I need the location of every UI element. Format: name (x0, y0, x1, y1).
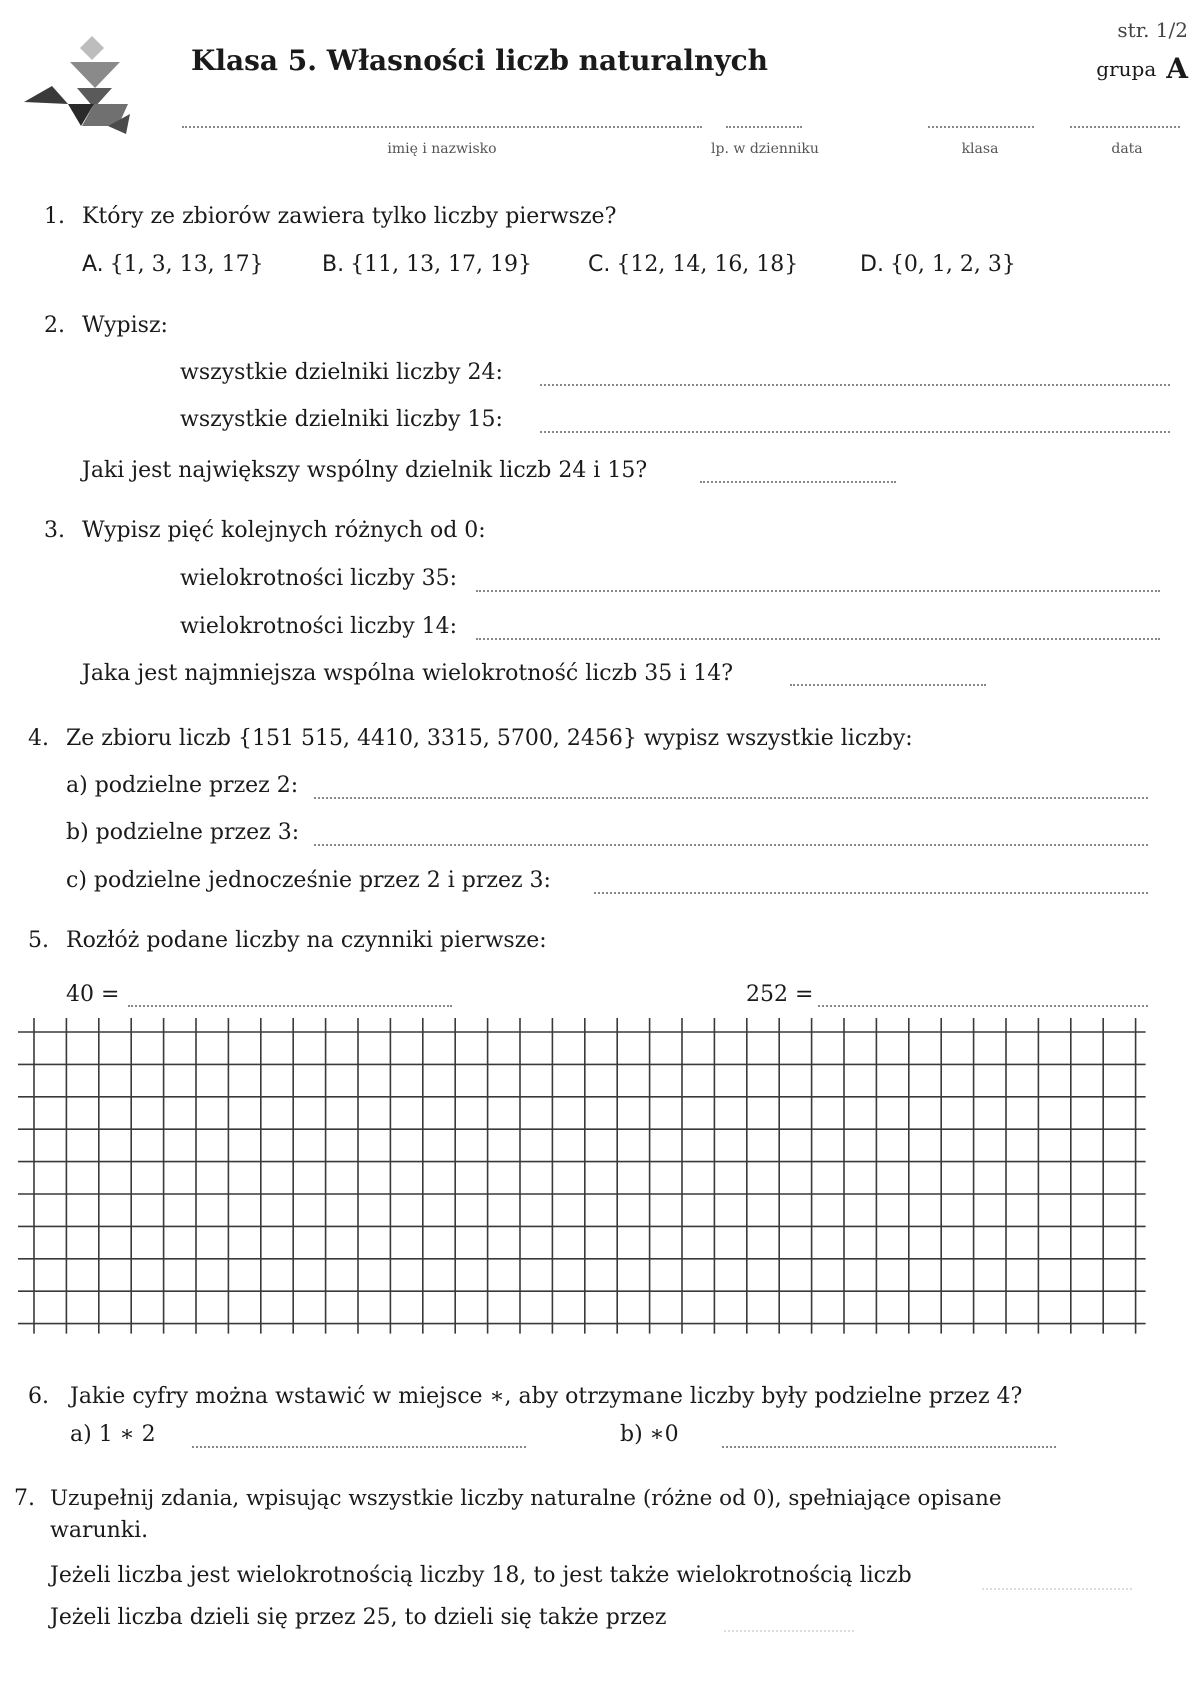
q3-line2-label: wielokrotności liczby 14: (180, 614, 458, 639)
page-number: str. 1/2 (1117, 18, 1188, 42)
q1-option-c[interactable] (588, 252, 798, 277)
q5-number: 5. (28, 928, 49, 953)
q5-left-answer[interactable] (128, 1005, 452, 1007)
class-caption: klasa (961, 141, 999, 157)
register-number-field[interactable] (726, 126, 802, 128)
q4-b-answer[interactable] (314, 844, 1148, 846)
q1-option-b[interactable] (322, 252, 532, 277)
q2-line2-answer[interactable] (540, 431, 1170, 433)
q1-number: 1. (44, 204, 65, 229)
q1-option-a-value: {1, 3, 13, 17} (109, 252, 264, 277)
q3-lcm-answer[interactable] (790, 684, 986, 686)
q3-line2-answer[interactable] (476, 638, 1160, 640)
q4-number: 4. (28, 726, 49, 751)
q6-b-label: b) ∗0 (620, 1422, 679, 1447)
q2-question: Jaki jest największy wspólny dzielnik liczb 24 i 15? (82, 458, 648, 483)
q3-line1-label: wielokrotności liczby 35: (180, 566, 458, 591)
q5-right-label: 252 = (746, 982, 814, 1007)
q2-line1-answer[interactable] (540, 384, 1170, 386)
group-label: grupa (1096, 57, 1157, 81)
q1-option-c-value: {12, 14, 16, 18} (616, 252, 799, 277)
group-indicator (1096, 52, 1188, 85)
name-caption: imię i nazwisko (387, 141, 497, 157)
q7-sentence2: Jeżeli liczba dzieli się przez 25, to dzieli się także przez (50, 1605, 667, 1630)
page-title: Klasa 5. Własności liczb naturalnych (191, 44, 769, 77)
date-caption: data (1111, 141, 1143, 157)
q3-text: Wypisz pięć kolejnych różnych od 0: (82, 518, 486, 543)
q4-c-label: c) podzielne jednocześnie przez 2 i przez 3: (66, 868, 551, 893)
q1-option-b-letter: B. (322, 252, 345, 277)
name-field[interactable] (182, 126, 702, 128)
q7-number: 7. (14, 1486, 35, 1511)
q3-line1-answer[interactable] (476, 590, 1160, 592)
q1-option-d[interactable] (860, 252, 1016, 277)
q7-sentence1-answer[interactable] (982, 1588, 1132, 1590)
q4-c-answer[interactable] (594, 892, 1148, 894)
q5-right-answer[interactable] (818, 1005, 1148, 1007)
q2-line1-label: wszystkie dzielniki liczby 24: (180, 360, 503, 385)
q2-number: 2. (44, 313, 65, 338)
q1-option-b-value: {11, 13, 17, 19} (350, 252, 533, 277)
q6-number: 6. (28, 1384, 49, 1409)
squared-work-grid[interactable] (18, 1018, 1154, 1340)
q7-text-line2: warunki. (50, 1518, 149, 1543)
q3-question: Jaka jest najmniejsza wspólna wielokrotność liczb 35 i 14? (82, 661, 734, 686)
register-caption: lp. w dzienniku (711, 141, 819, 157)
q2-gcd-answer[interactable] (700, 481, 896, 483)
q4-a-answer[interactable] (314, 797, 1148, 799)
q3-number: 3. (44, 518, 65, 543)
q4-text: Ze zbioru liczb {151 515, 4410, 3315, 5700, 2456} wypisz wszystkie liczby: (66, 726, 913, 751)
q7-sentence1: Jeżeli liczba jest wielokrotnością liczby 18, to jest także wielokrotnością liczb (50, 1563, 912, 1588)
q6-a-label: a) 1 ∗ 2 (70, 1422, 156, 1447)
q1-option-d-letter: D. (860, 252, 884, 277)
q1-option-a[interactable] (82, 252, 264, 277)
group-letter: A (1166, 52, 1188, 85)
q6-a-answer[interactable] (192, 1446, 526, 1448)
q4-a-label: a) podzielne przez 2: (66, 773, 299, 798)
q1-option-c-letter: C. (588, 252, 611, 277)
q6-b-answer[interactable] (722, 1446, 1056, 1448)
q1-option-d-value: {0, 1, 2, 3} (889, 252, 1016, 277)
q5-left-label: 40 = (66, 982, 120, 1007)
q2-text: Wypisz: (82, 313, 168, 338)
q2-line2-label: wszystkie dzielniki liczby 15: (180, 407, 503, 432)
q6-text: Jakie cyfry można wstawić w miejsce ∗, aby otrzymane liczby były podzielne przez 4? (70, 1384, 1023, 1409)
q1-option-a-letter: A. (82, 252, 104, 277)
q1-text: Który ze zbiorów zawiera tylko liczby pierwsze? (82, 204, 617, 229)
class-field[interactable] (928, 126, 1034, 128)
q7-sentence2-answer[interactable] (724, 1630, 854, 1632)
date-field[interactable] (1070, 126, 1180, 128)
q7-text-line1: Uzupełnij zdania, wpisując wszystkie liczby naturalne (różne od 0), spełniające opisane (50, 1486, 1002, 1511)
q5-text: Rozłóż podane liczby na czynniki pierwsze: (66, 928, 547, 953)
q4-b-label: b) podzielne przez 3: (66, 820, 300, 845)
tangram-logo (22, 30, 134, 134)
